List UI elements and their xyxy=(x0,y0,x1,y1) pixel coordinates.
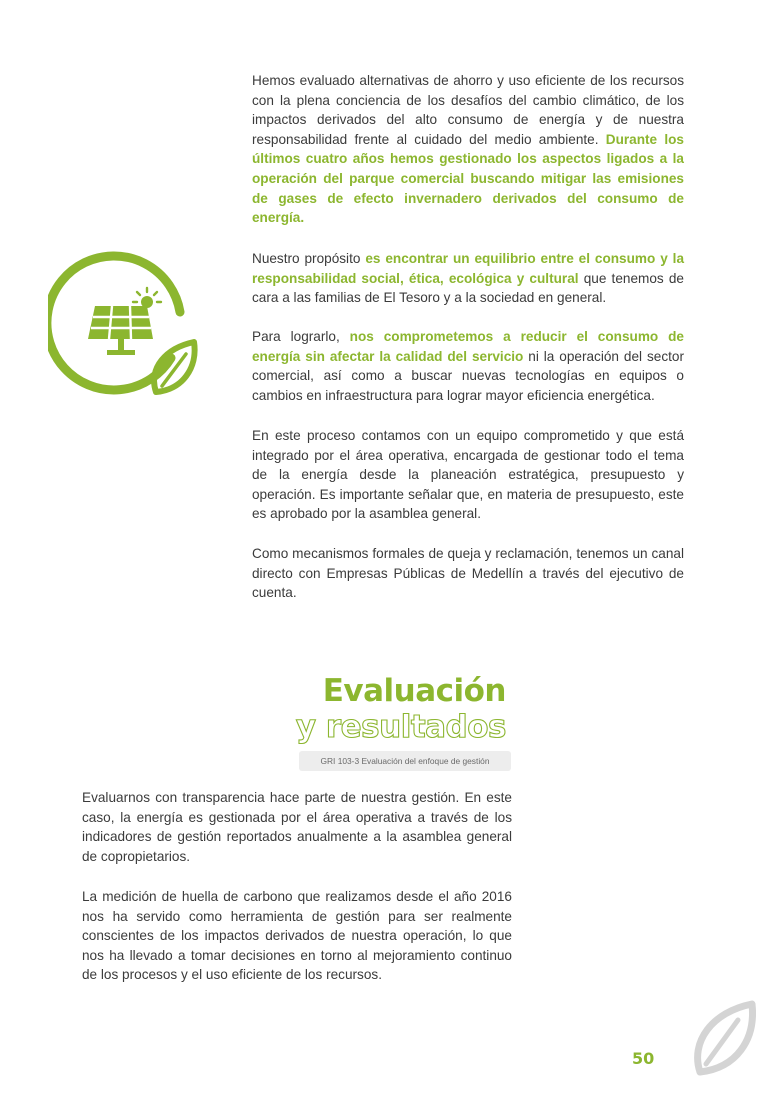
intro-paragraph-2 xyxy=(252,249,684,308)
solar-panel-icon xyxy=(48,250,198,400)
intro-p2-highlight: es encontrar un equilibrio entre el consumo y la responsabilidad social, ética, ecológica y cultural xyxy=(252,251,684,286)
intro-paragraph-5: Como mecanismos formales de queja y reclamación, tenemos un canal directo con Empresas Públicas de Medellín a través del ejecutivo de cuenta. xyxy=(252,546,684,601)
section-subtitle: y resultados xyxy=(295,709,506,745)
intro-p3-highlight: nos comprometemos a reducir el consumo de energía sin afectar la calidad del servicio xyxy=(252,329,684,364)
section-title: Evaluación xyxy=(322,673,506,709)
gri-reference-badge: GRI 103-3 Evaluación del enfoque de gestión xyxy=(299,751,511,771)
intro-paragraph-4: En este proceso contamos con un equipo comprometido y que está integrado por el área operativa, encargada de gestionar todo el tema de la energía desde la planeación estratégica, presupuesto y operación. Es importante señalar que, en materia de presupuesto, este es aprobado por la asamblea general. xyxy=(252,428,684,522)
evaluation-paragraph-2: La medición de huella de carbono que realizamos desde el año 2016 nos ha servido como herramienta de gestión para ser realmente conscientes de los impactos derivados de nuestra operación, lo que nos ha llevado a tomar decisiones en torno al mejoramiento continuo de los procesos y el uso eficiente de los recursos. xyxy=(82,889,512,983)
intro-paragraph-1 xyxy=(252,71,684,228)
evaluation-paragraph-1: Evaluarnos con transparencia hace parte de nuestra gestión. En este caso, la energía es gestionada por el área operativa a través de los indicadores de gestión reportados anualmente a la asamblea general de copropietarios. xyxy=(82,790,512,864)
intro-p3-before: Para lograrlo, xyxy=(252,329,340,344)
page-number: 50 xyxy=(632,1049,655,1068)
intro-p1-highlight: Durante los últimos cuatro años hemos gestionado los aspectos ligados a la operación del parque comercial buscando mitigar las emisiones de gases de efecto invernadero derivados del consumo de energía. xyxy=(252,131,684,226)
intro-p2-before: Nuestro propósito xyxy=(252,251,361,266)
intro-p2-after: que tenemos de cara a las familias de El Tesoro y a la sociedad en general. xyxy=(252,270,684,306)
intro-p1-text: Hemos evaluado alternativas de ahorro y uso eficiente de los recursos con la plena conciencia de los desafíos del cambio climático, de los impactos derivados del alto consumo de energía y de nuestra responsabilidad frente al cuidado del medio ambiente. xyxy=(252,73,684,147)
intro-paragraph-3 xyxy=(252,327,684,405)
intro-p3-after: ni la operación del sector comercial, así como a buscar nuevas tecnologías en equipos o cambios en infraestructura para lograr mayor eficiencia energética. xyxy=(252,348,685,403)
leaf-icon xyxy=(694,1000,756,1076)
